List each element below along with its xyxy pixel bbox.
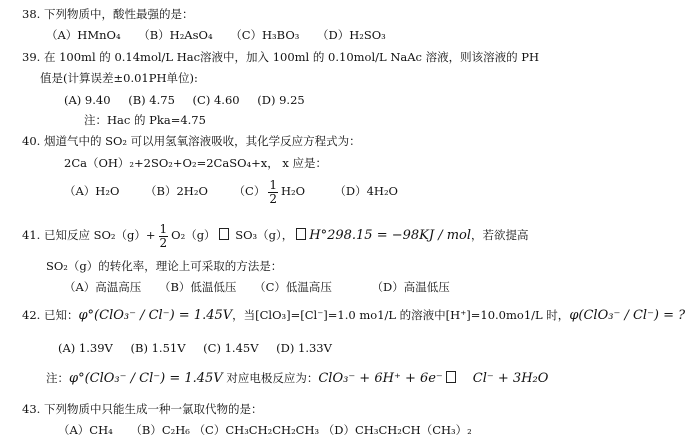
q43-stem: 43. 下列物质中只能生成一种一氯取代物的是： (22, 402, 263, 416)
q39-stem: 39. 在 100ml 的 0.14mol/L Hac溶液中，加入 100ml 的 0.10mol/L NaAc 溶液，则该溶液的 PH (22, 50, 540, 64)
q40-equation: 2Ca（OH）₂+2SO₂+O₂=2CaSO₄+x， x 应是： (64, 156, 328, 170)
q39-note: 注：Hac 的 Pka=4.75 (84, 113, 206, 127)
q41-stem (22, 220, 529, 251)
q43-options (58, 422, 472, 438)
q39-option-d: (D) 9.25 (257, 93, 305, 107)
q43-option-c: （C）CH₃CH₂CH₂CH₃ (193, 423, 320, 437)
q40-options (64, 176, 398, 206)
q42-standard-potential: φ°(ClO₃⁻ / Cl⁻) = 1.45V (78, 308, 233, 323)
q39-option-c: (C) 4.60 (192, 93, 240, 107)
q41-stem-pre: 41. 已知反应 SO₂（g）+ (22, 228, 156, 242)
fraction-denominator: 2 (269, 191, 277, 206)
q42-stem (22, 305, 685, 326)
q39-stem-cont: 值是(计算误差±0.01PH单位): (40, 71, 198, 85)
q42-note-mid: 对应电极反应为： (222, 371, 319, 385)
q42-note-potential: φ°(ClO₃⁻ / Cl⁻) = 1.45V (69, 371, 223, 386)
q41-fraction (159, 223, 169, 250)
q41-option-c: （C）低温高压 (254, 280, 332, 294)
equilibrium-arrow-icon (446, 371, 456, 383)
fraction-numerator: 1 (159, 221, 168, 236)
q38-option-c: （C）H₃BO₃ (230, 28, 300, 42)
q42-note-products: Cl⁻ + 3H₂O (472, 371, 549, 386)
q42-option-b: (B) 1.51V (130, 341, 186, 355)
delta-symbol-icon (296, 228, 306, 240)
q41-option-a: （A）高温高压 (64, 280, 142, 294)
q42-potential-question: φ(ClO₃⁻ / Cl⁻) = ? (569, 308, 686, 323)
q41-stem-cont: SO₂（g）的转化率，理论上可采取的方法是： (46, 259, 283, 273)
q40-option-d: （D）4H₂O (334, 184, 398, 198)
q41-stem-mid: O₂（g） (171, 228, 216, 242)
q42-stem-pre: 42. 已知： (22, 308, 79, 322)
q43-option-b: （B）C₂H₆ (130, 423, 190, 437)
q40-option-c-formula: H₂O (280, 184, 306, 198)
q41-option-d: （D）高温低压 (371, 280, 450, 294)
q41-stem-post: ，若欲提高 (471, 228, 529, 242)
q41-product: SO₃（g）， (235, 228, 294, 242)
q40-option-c (233, 177, 309, 206)
q40-option-a: （A）H₂O (64, 184, 120, 198)
q42-stem-mid: ，当[ClO₃]=[Cl⁻]=1.0 mo1/L 的溶液中[H⁺]=10.0mo1/L 时， (232, 308, 570, 322)
q42-options (58, 340, 332, 356)
equilibrium-arrow-icon (219, 228, 229, 240)
q38-option-d: （D）H₂SO₃ (317, 28, 386, 42)
fraction-numerator: 1 (269, 177, 277, 192)
fraction-denominator: 2 (159, 235, 168, 250)
q38-option-b: （B）H₂AsO₄ (138, 28, 213, 42)
q39-options (64, 92, 305, 108)
q38-option-a: （A）HMnO₄ (46, 28, 121, 42)
q42-option-a: (A) 1.39V (58, 341, 113, 355)
q38-options (46, 27, 386, 43)
q41-option-b: （B）低温低压 (158, 280, 237, 294)
q38-stem: 38. 下列物质中，酸性最强的是： (22, 7, 194, 21)
q42-note-pre: 注： (46, 371, 69, 385)
q42-note (46, 368, 548, 389)
q41-enthalpy: H°298.15 = −98KJ / mol (309, 228, 472, 243)
q42-option-d: (D) 1.33V (276, 341, 332, 355)
q41-options (64, 279, 450, 295)
q40-option-b: （B）2H₂O (145, 184, 208, 198)
q39-option-a: (A) 9.40 (64, 93, 111, 107)
q40-stem: 40. 烟道气中的 SO₂ 可以用氢氧溶液吸收，其化学反应方程式为： (22, 134, 361, 148)
q40-option-c-label: （C） (233, 184, 266, 198)
q40-option-c-fraction (268, 179, 278, 206)
q43-option-d: （D）CH₃CH₂CH（CH₃）₂ (322, 423, 472, 437)
q42-note-reactants: ClO₃⁻ + 6H⁺ + 6e⁻ (318, 371, 443, 386)
q43-option-a: （A）CH₄ (58, 423, 113, 437)
q39-option-b: (B) 4.75 (128, 93, 175, 107)
q42-option-c: (C) 1.45V (203, 341, 259, 355)
